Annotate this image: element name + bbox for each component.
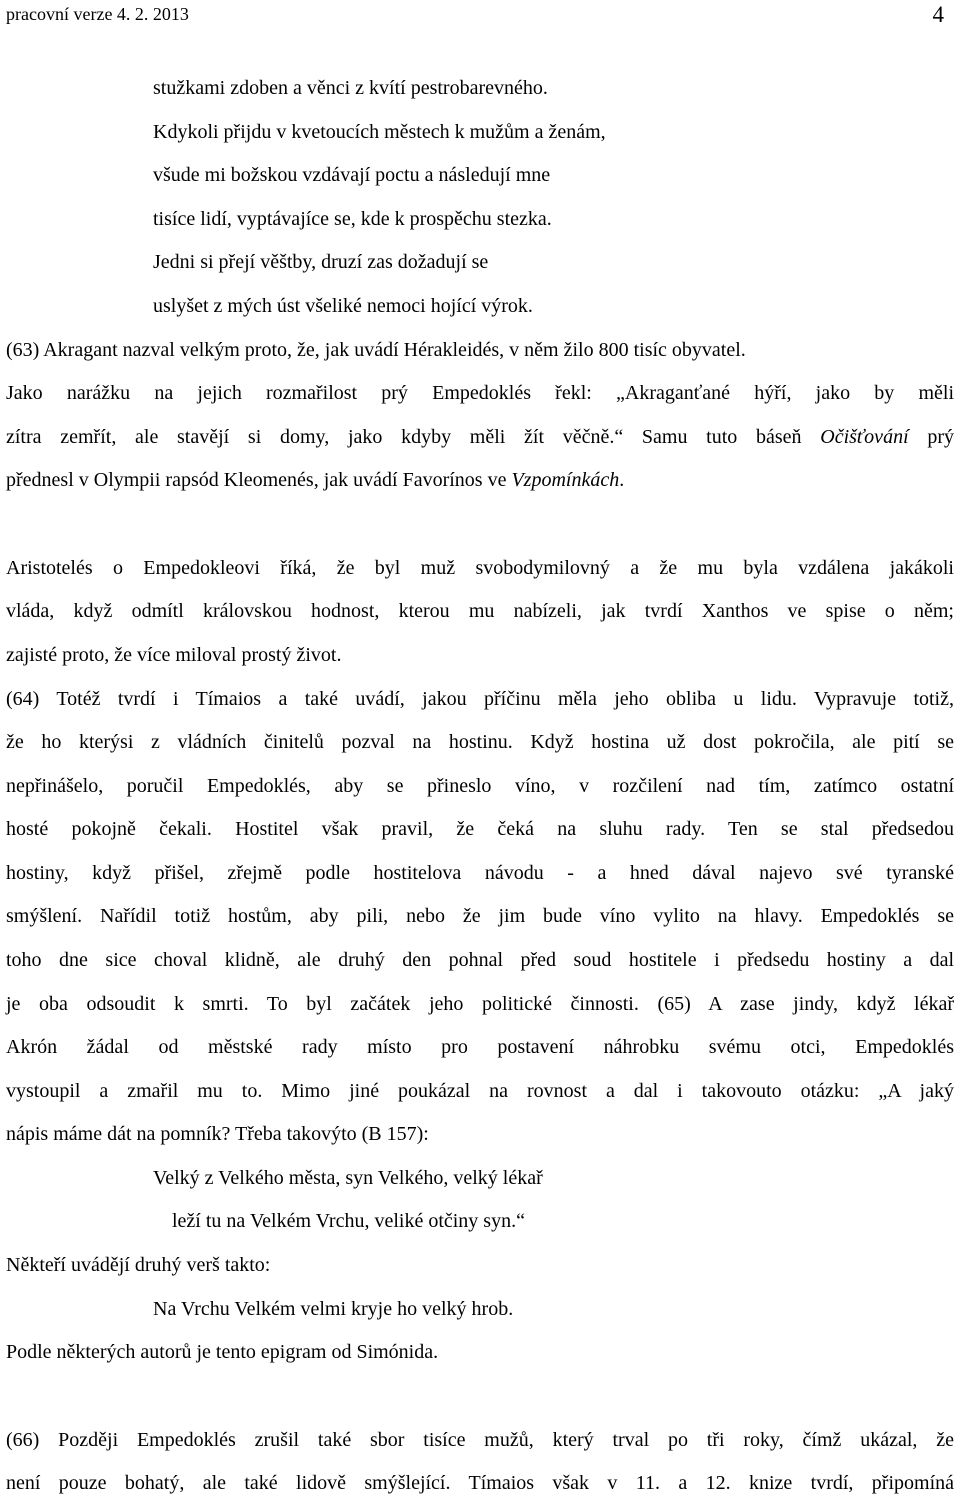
text-line: je oba odsoudit k smrti. To byl začátek jeho politické činnosti. (65) A zase jindy, když lékař — [6, 993, 954, 1015]
text-line: hosté pokojně čekali. Hostitel však pravil, že čeká na sluhu rady. Ten se stal předsedou — [6, 818, 954, 840]
text-run: . — [619, 469, 625, 491]
text-line: nepřinášelo, poručil Empedoklés, aby se přineslo víno, v rozčilení nad tím, zatímco ostatní — [6, 775, 954, 797]
version-label: pracovní verze 4. 2. 2013 — [6, 4, 189, 24]
text-line: Někteří uvádějí druhý verš takto: — [6, 1254, 271, 1276]
verse-line: všude mi božskou vzdávají poctu a následují mne — [153, 164, 551, 186]
verse-line: Kdykoli přijdu v kvetoucích městech k mužům a ženám, — [153, 121, 606, 143]
epigram-line: Na Vrchu Velkém velmi kryje ho velký hrob. — [153, 1298, 514, 1320]
text-line: vystoupil a zmařil mu to. Mimo jiné poukázal na rovnost a dal i takovouto otázku: „A jaký — [6, 1080, 954, 1102]
text-line — [6, 424, 954, 450]
epigram-line: Velký z Velkého města, syn Velkého, velký lékař — [153, 1167, 543, 1189]
verse-line: stužkami zdoben a věnci z kvítí pestrobarevného. — [153, 77, 548, 99]
text-run: zítra zemřít, ale stavějí si domy, jako kdyby měli žít věčně.“ Samu tuto báseň — [6, 426, 821, 448]
verse-line: tisíce lidí, vyptávajíce se, kde k prospěchu stezka. — [153, 208, 552, 230]
text-line: Aristotelés o Empedokleovi říká, že byl muž svobodymilovný a že mu byla vzdálena jakákoli — [6, 557, 954, 579]
text-run: přednesl v Olympii rapsód Kleomenés, jak uvádí Favorínos ve — [6, 469, 512, 491]
text-line: zajisté proto, že více miloval prostý život. — [6, 644, 342, 666]
text-line: (66) Později Empedoklés zrušil také sbor tisíce mužů, který trval po tři roky, čímž ukázal, že — [6, 1429, 954, 1451]
italic-title: Očišťování — [820, 426, 909, 448]
text-line: Podle některých autorů je tento epigram od Simónida. — [6, 1341, 439, 1363]
verse-line: Jedni si přejí věštby, druzí zas dožadují se — [153, 251, 489, 273]
text-line: nápis máme dát na pomník? Třeba takovýto (B 157): — [6, 1123, 429, 1145]
text-line — [6, 467, 954, 493]
text-line: (63) Akragant nazval velkým proto, že, jak uvádí Hérakleidés, v něm žilo 800 tisíc obyvatel. — [6, 339, 746, 361]
page-number: 4 — [932, 2, 944, 27]
text-line: Akrón žádal od městské rady místo pro postavení náhrobku svému otci, Empedoklés — [6, 1036, 954, 1058]
text-line: hostiny, když přišel, zřejmě podle hostitelova návodu - a hned dával najevo své tyranské — [6, 862, 954, 884]
text-run: prý — [908, 426, 954, 448]
text-line: není pouze bohatý, ale také lidově smýšlející. Tímaios však v 11. a 12. knize tvrdí, připomíná — [6, 1472, 954, 1494]
text-line: (64) Totéž tvrdí i Tímaios a také uvádí, jakou příčinu měla jeho obliba u lidu. Vypravuje totiž, — [6, 688, 954, 710]
text-line: že ho kterýsi z vládních činitelů pozval na hostinu. Když hostina už dost pokročila, ale pití se — [6, 731, 954, 753]
text-line: vláda, když odmítl královskou hodnost, kterou mu nabízeli, jak tvrdí Xanthos ve spise o něm; — [6, 600, 954, 622]
italic-title: Vzpomínkách — [511, 469, 620, 491]
text-line: toho dne sice choval klidně, ale druhý den pohnal před soud hostitele i předsedu hostiny a dal — [6, 949, 954, 971]
text-line: smýšlení. Nařídil totiž hostům, aby pili, nebo že jim bude víno vylito na hlavy. Empedoklés se — [6, 905, 954, 927]
verse-line: uslyšet z mých úst všeliké nemoci hojící výrok. — [153, 295, 533, 317]
epigram-line: leží tu na Velkém Vrchu, veliké otčiny syn.“ — [172, 1210, 525, 1232]
text-line: Jako narážku na jejich rozmařilost prý Empedoklés řekl: „Akraganťané hýří, jako by měli — [6, 382, 954, 404]
